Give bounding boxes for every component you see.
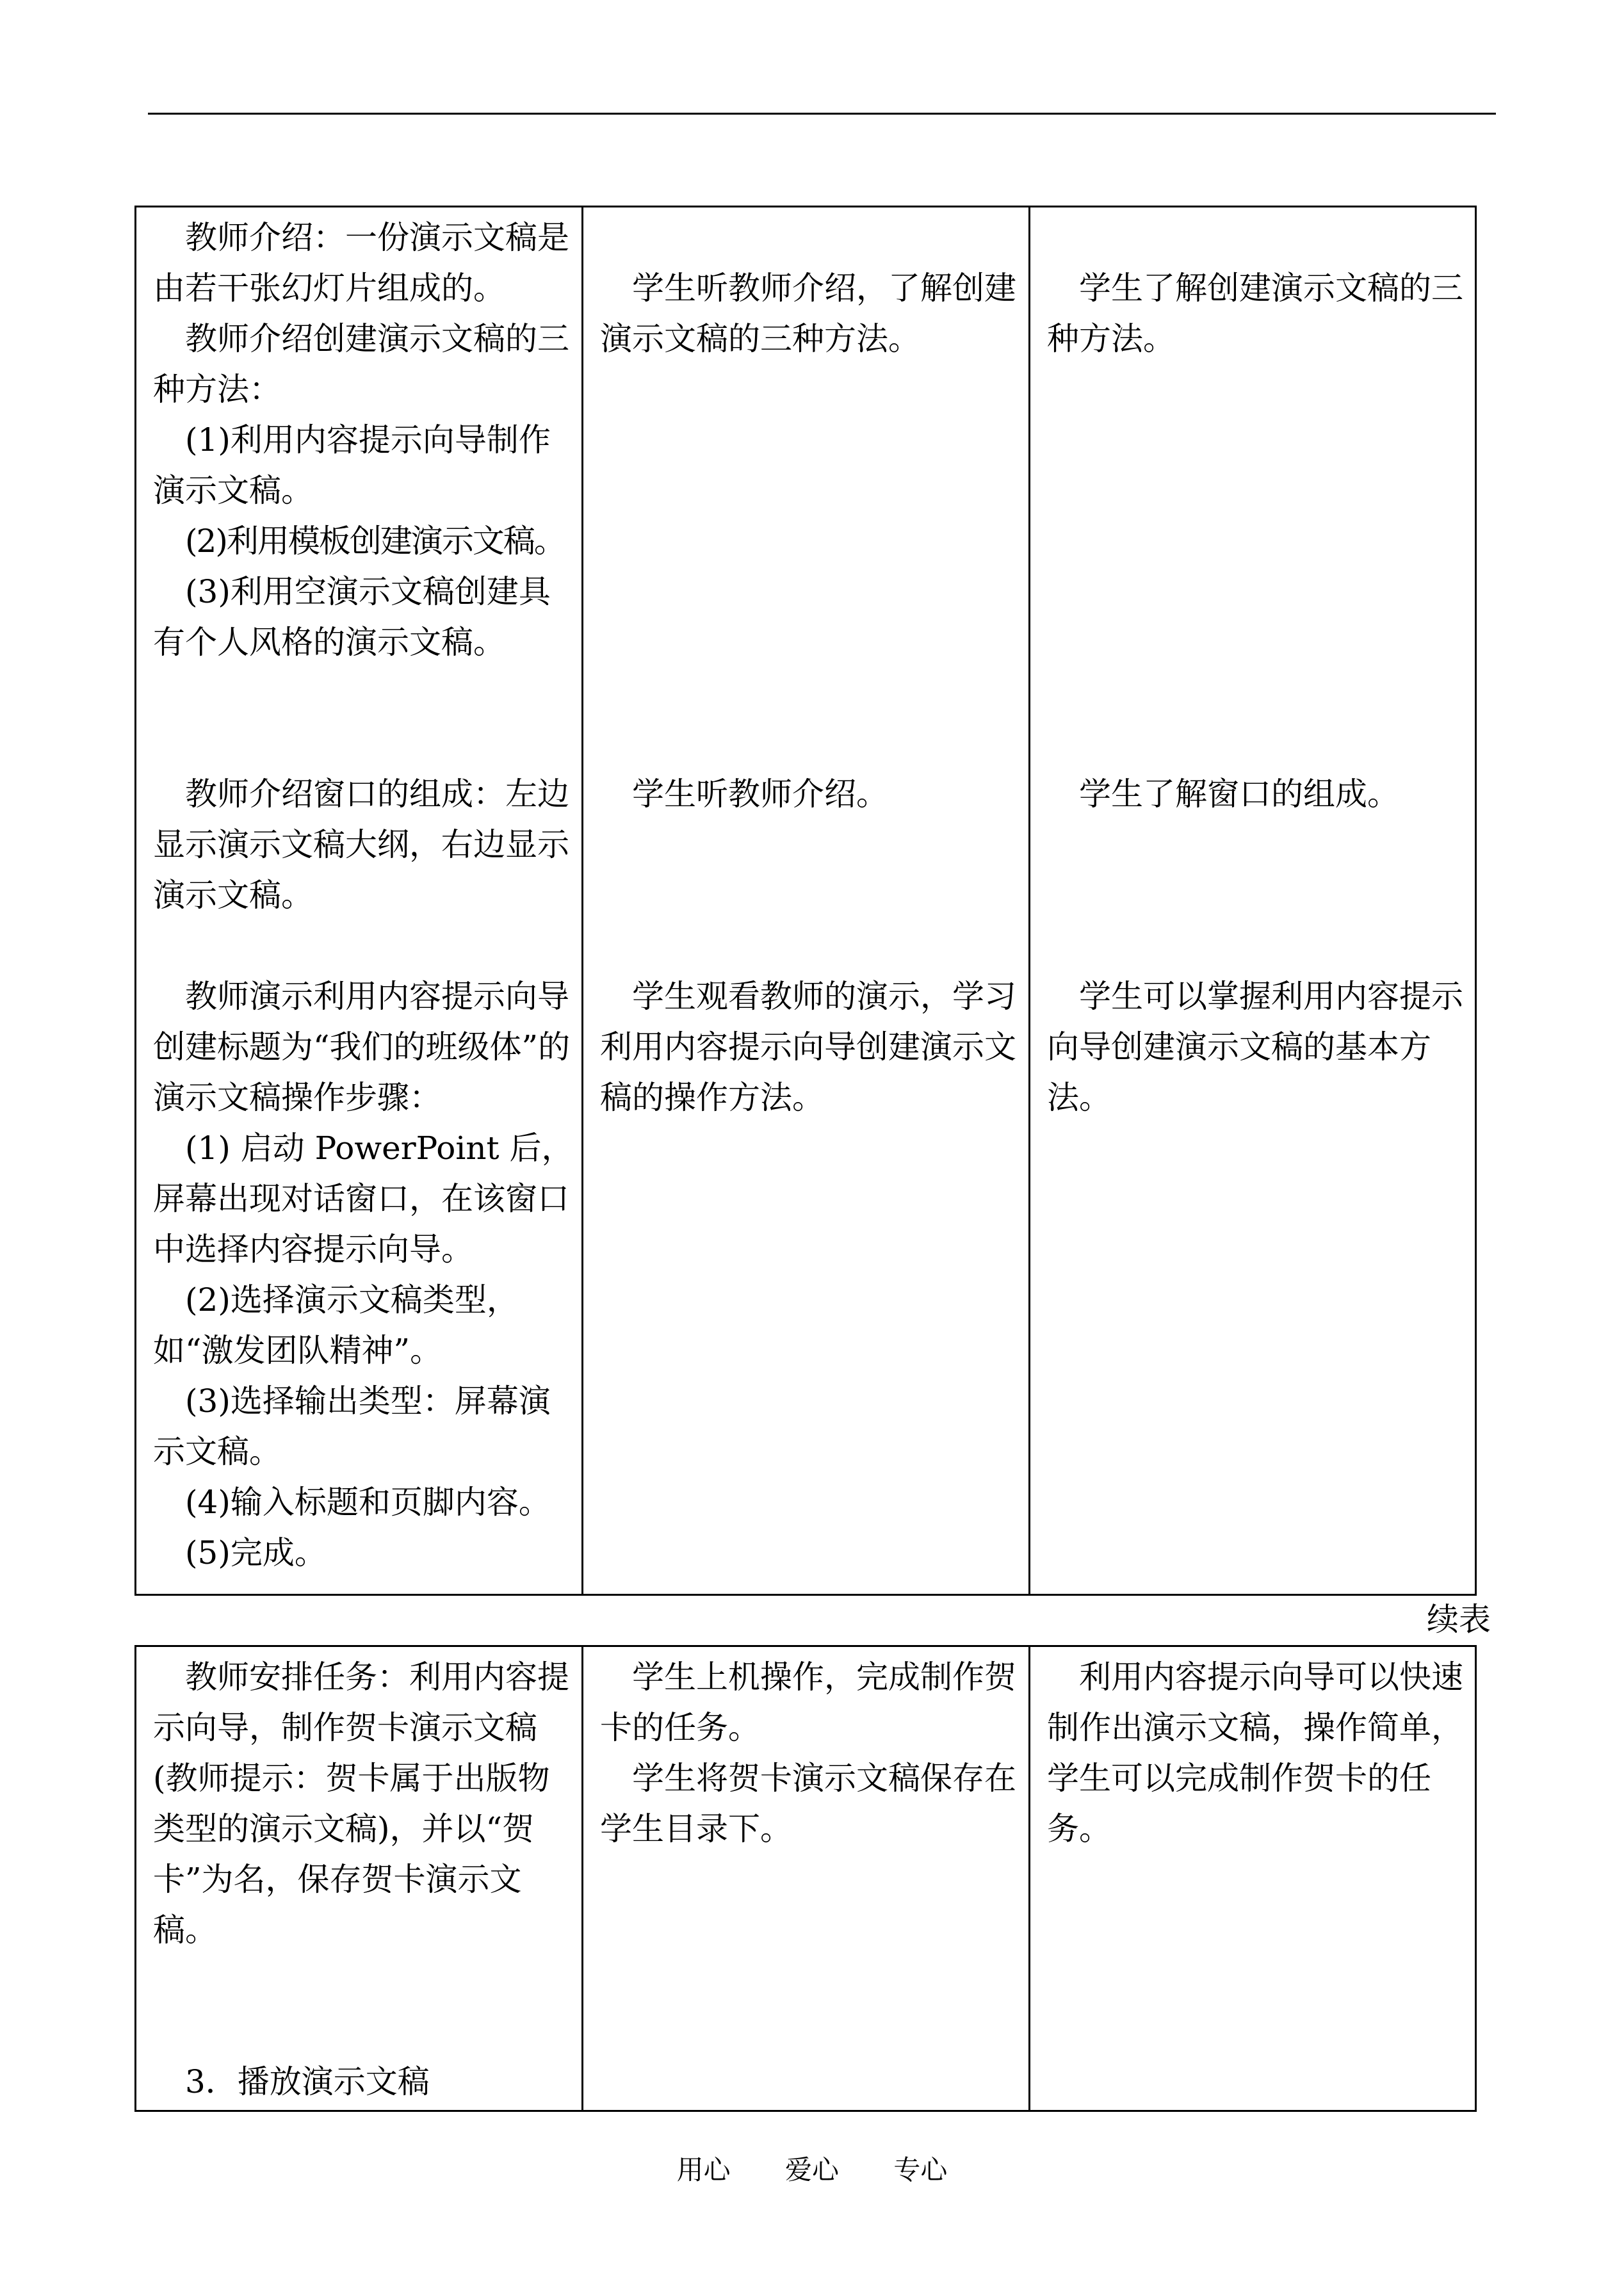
paragraph: (4)输入标题和页脚内容。 <box>185 1484 551 1521</box>
continued-label: 续表 <box>1427 1601 1491 1638</box>
paragraph: 学生观看教师的演示，学习利用内容提示向导创建演示文稿的操作方法。 <box>600 978 1016 1116</box>
teacher-activity-cell <box>136 207 583 1595</box>
paragraph: 学生听教师介绍，了解创建演示文稿的三种方法。 <box>600 270 1016 357</box>
teacher-activity-cell <box>136 1646 583 2111</box>
paragraph: 学生将贺卡演示文稿保存在学生目录下。 <box>600 1760 1016 1847</box>
paragraph: 学生了解创建演示文稿的三种方法。 <box>1047 270 1463 357</box>
footer-word: 用心 <box>676 2154 731 2186</box>
paragraph: (1)利用内容提示向导制作演示文稿。 <box>153 421 551 509</box>
paragraph: (3)选择输出类型：屏幕演示文稿。 <box>153 1383 551 1470</box>
paragraph: 利用内容提示向导可以快速制作出演示文稿，操作简单，学生可以完成制作贺卡的任务。 <box>1047 1658 1463 1847</box>
paragraph: 学生了解窗口的组成。 <box>1079 775 1399 813</box>
paragraph: 教师安排任务：利用内容提示向导，制作贺卡演示文稿(教师提示：贺卡属于出版物类型的演示文稿)，并以“贺卡”为名，保存贺卡演示文稿。 <box>153 1658 569 1949</box>
lesson-table <box>134 206 1477 1596</box>
paragraph: 教师介绍窗口的组成：左边显示演示文稿大纲，右边显示演示文稿。 <box>153 775 569 914</box>
paragraph: (2)选择演示文稿类型，如“激发团队精神”。 <box>153 1281 519 1369</box>
header-rule <box>148 113 1496 115</box>
table-row <box>136 207 1476 1595</box>
paragraph: 教师介绍创建演示文稿的三种方法： <box>153 320 569 408</box>
student-activity-cell <box>583 207 1030 1595</box>
table-row <box>136 1646 1476 2111</box>
footer-word: 爱心 <box>784 2154 839 2186</box>
paragraph: 学生听教师介绍。 <box>632 775 888 813</box>
student-activity-cell <box>583 1646 1030 2111</box>
paragraph: 学生可以掌握利用内容提示向导创建演示文稿的基本方法。 <box>1047 978 1463 1116</box>
paragraph: 教师演示利用内容提示向导创建标题为“我们的班级体”的演示文稿操作步骤： <box>153 978 571 1116</box>
paragraph: (2)利用模板创建演示文稿。 <box>185 523 565 560</box>
page-footer <box>0 2147 1624 2193</box>
paragraph: (1) 启动 PowerPoint 后，屏幕出现对话窗口，在该窗口中选择内容提示向导。 <box>153 1130 574 1268</box>
lesson-table-continued <box>134 1645 1477 2112</box>
design-intent-cell <box>1030 1646 1476 2111</box>
paragraph: (5)完成。 <box>185 1534 327 1571</box>
design-intent-cell <box>1030 207 1476 1595</box>
footer-word: 专心 <box>893 2154 948 2186</box>
section-heading: 3．播放演示文稿 <box>185 2063 430 2100</box>
paragraph: 学生上机操作，完成制作贺卡的任务。 <box>600 1658 1016 1746</box>
paragraph: 教师介绍：一份演示文稿是由若干张幻灯片组成的。 <box>153 219 569 307</box>
paragraph: (3)利用空演示文稿创建具有个人风格的演示文稿。 <box>153 573 551 661</box>
